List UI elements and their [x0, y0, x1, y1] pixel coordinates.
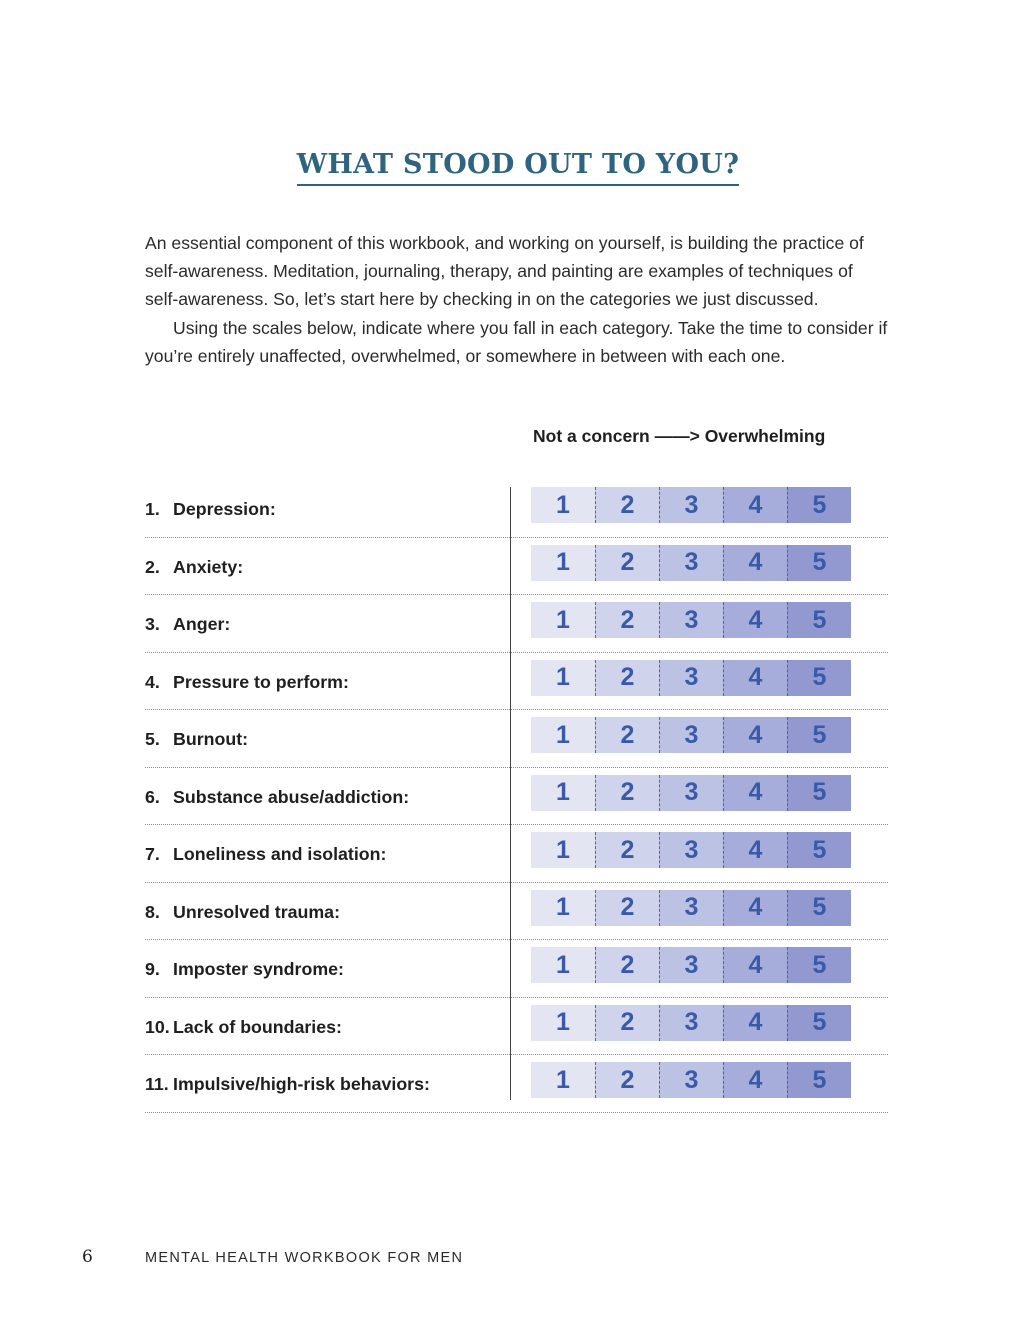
category-text: Pressure to perform:: [173, 671, 349, 692]
rating-option-1[interactable]: 1: [531, 1005, 595, 1041]
rating-option-3[interactable]: 3: [659, 660, 723, 696]
category-label: [145, 959, 344, 980]
rating-option-1[interactable]: 1: [531, 1062, 595, 1098]
rating-row: [145, 883, 888, 941]
category-label: [145, 729, 248, 750]
intro-text: [145, 229, 890, 370]
rating-option-5[interactable]: 5: [787, 545, 851, 581]
rating-option-5[interactable]: 5: [787, 890, 851, 926]
rating-row: [145, 940, 888, 998]
rating-option-2[interactable]: 2: [595, 545, 659, 581]
page-title: WHAT STOOD OUT TO YOU?: [297, 148, 740, 186]
category-label: [145, 787, 409, 808]
rating-option-5[interactable]: 5: [787, 717, 851, 753]
rating-option-3[interactable]: 3: [659, 1005, 723, 1041]
category-number: 7.: [145, 844, 160, 864]
page-number: 6: [82, 1247, 93, 1267]
category-label: [145, 902, 340, 923]
category-label: [145, 844, 386, 865]
category-number: 1.: [145, 499, 160, 519]
rating-row: [145, 710, 888, 768]
rating-option-2[interactable]: 2: [595, 1062, 659, 1098]
page-title-block: [0, 148, 1036, 186]
category-number: 6.: [145, 786, 160, 807]
category-number: 3.: [145, 614, 160, 634]
category-text: Anger:: [173, 614, 231, 634]
rating-option-3[interactable]: 3: [659, 545, 723, 581]
book-title: MENTAL HEALTH WORKBOOK FOR MEN: [145, 1250, 464, 1266]
rating-option-1[interactable]: 1: [531, 660, 595, 696]
rating-scale: [531, 890, 851, 926]
rating-scale: [531, 1005, 851, 1041]
category-text: Burnout:: [173, 729, 249, 749]
category-label: [145, 557, 243, 578]
category-text: Impulsive/high-risk behaviors:: [173, 1074, 430, 1094]
rating-option-1[interactable]: 1: [531, 775, 595, 811]
category-label: [145, 614, 230, 635]
category-label: [145, 672, 349, 693]
rating-option-2[interactable]: 2: [595, 717, 659, 753]
rating-row: [145, 595, 888, 653]
rating-option-5[interactable]: 5: [787, 487, 851, 523]
rating-option-4[interactable]: 4: [723, 947, 787, 983]
rating-scale: [531, 775, 851, 811]
rating-option-4[interactable]: 4: [723, 1062, 787, 1098]
rating-option-5[interactable]: 5: [787, 602, 851, 638]
rating-option-5[interactable]: 5: [787, 947, 851, 983]
rating-scale: [531, 660, 851, 696]
rating-option-5[interactable]: 5: [787, 775, 851, 811]
rating-option-1[interactable]: 1: [531, 545, 595, 581]
rating-option-5[interactable]: 5: [787, 1062, 851, 1098]
rating-option-5[interactable]: 5: [787, 660, 851, 696]
category-number: 10.: [145, 1016, 170, 1037]
rating-option-1[interactable]: 1: [531, 832, 595, 868]
intro-paragraph-2: Using the scales below, indicate where you fall in each category. Take the time to consider if you’re entirely unaffected, overwhelmed, or somewhere in between with each one.: [145, 317, 888, 366]
rating-option-4[interactable]: 4: [723, 1005, 787, 1041]
rating-option-4[interactable]: 4: [723, 775, 787, 811]
category-label: [145, 1017, 342, 1038]
rating-row: [145, 653, 888, 711]
rating-option-3[interactable]: 3: [659, 832, 723, 868]
category-label: [145, 1074, 430, 1095]
rating-option-3[interactable]: 3: [659, 487, 723, 523]
category-label: [145, 499, 276, 520]
rating-option-3[interactable]: 3: [659, 890, 723, 926]
category-text: Unresolved trauma:: [173, 901, 340, 922]
rating-row: [145, 480, 888, 538]
rating-option-2[interactable]: 2: [595, 890, 659, 926]
rating-option-3[interactable]: 3: [659, 775, 723, 811]
rating-scale: [531, 717, 851, 753]
rating-option-2[interactable]: 2: [595, 602, 659, 638]
scale-low-label: Not a concern: [533, 426, 650, 446]
rating-option-1[interactable]: 1: [531, 602, 595, 638]
rating-option-3[interactable]: 3: [659, 1062, 723, 1098]
category-number: 9.: [145, 959, 160, 979]
rating-option-3[interactable]: 3: [659, 947, 723, 983]
rating-option-2[interactable]: 2: [595, 947, 659, 983]
rating-option-2[interactable]: 2: [595, 1005, 659, 1041]
scale-arrow: ——>: [654, 426, 700, 446]
category-number: 5.: [145, 729, 160, 749]
rating-option-5[interactable]: 5: [787, 1005, 851, 1041]
rating-option-2[interactable]: 2: [595, 832, 659, 868]
rating-row: [145, 825, 888, 883]
rating-scale: [531, 947, 851, 983]
rating-option-5[interactable]: 5: [787, 832, 851, 868]
intro-paragraph-1: An essential component of this workbook, and working on yourself, is building the practice of self-awareness. Meditation, journaling, therapy, and painting are examples of techniques of self-awareness. So, let’s start here by checking in on the categories we just discussed.: [145, 233, 864, 310]
category-text: Lack of boundaries:: [173, 1016, 342, 1037]
rating-option-1[interactable]: 1: [531, 947, 595, 983]
category-text: Imposter syndrome:: [173, 959, 344, 979]
rating-option-3[interactable]: 3: [659, 717, 723, 753]
scale-high-label: Overwhelming: [704, 426, 826, 446]
rating-option-4[interactable]: 4: [723, 717, 787, 753]
rating-option-3[interactable]: 3: [659, 602, 723, 638]
rating-scale: [531, 545, 851, 581]
rating-row: [145, 768, 888, 826]
rating-row: [145, 538, 888, 596]
rating-scale: [531, 832, 851, 868]
rating-table: [145, 480, 888, 1113]
category-text: Loneliness and isolation:: [173, 844, 387, 864]
rating-option-4[interactable]: 4: [723, 487, 787, 523]
category-number: 8.: [145, 901, 160, 922]
rating-option-4[interactable]: 4: [723, 660, 787, 696]
rating-row: [145, 998, 888, 1056]
rating-option-2[interactable]: 2: [595, 487, 659, 523]
rating-option-1[interactable]: 1: [531, 487, 595, 523]
rating-scale: [531, 487, 851, 523]
rating-option-4[interactable]: 4: [723, 890, 787, 926]
category-number: 11.: [145, 1074, 169, 1094]
rating-option-4[interactable]: 4: [723, 832, 787, 868]
category-text: Substance abuse/addiction:: [173, 786, 410, 807]
rating-scale: [531, 602, 851, 638]
category-text: Anxiety:: [173, 556, 244, 577]
category-text: Depression:: [173, 499, 276, 519]
rating-option-4[interactable]: 4: [723, 545, 787, 581]
rating-option-2[interactable]: 2: [595, 660, 659, 696]
rating-row: [145, 1055, 888, 1113]
scale-header: [533, 426, 825, 447]
rating-option-2[interactable]: 2: [595, 775, 659, 811]
rating-option-4[interactable]: 4: [723, 602, 787, 638]
category-number: 4.: [145, 671, 160, 692]
rating-option-1[interactable]: 1: [531, 890, 595, 926]
rating-option-1[interactable]: 1: [531, 717, 595, 753]
category-number: 2.: [145, 556, 160, 577]
rating-scale: [531, 1062, 851, 1098]
